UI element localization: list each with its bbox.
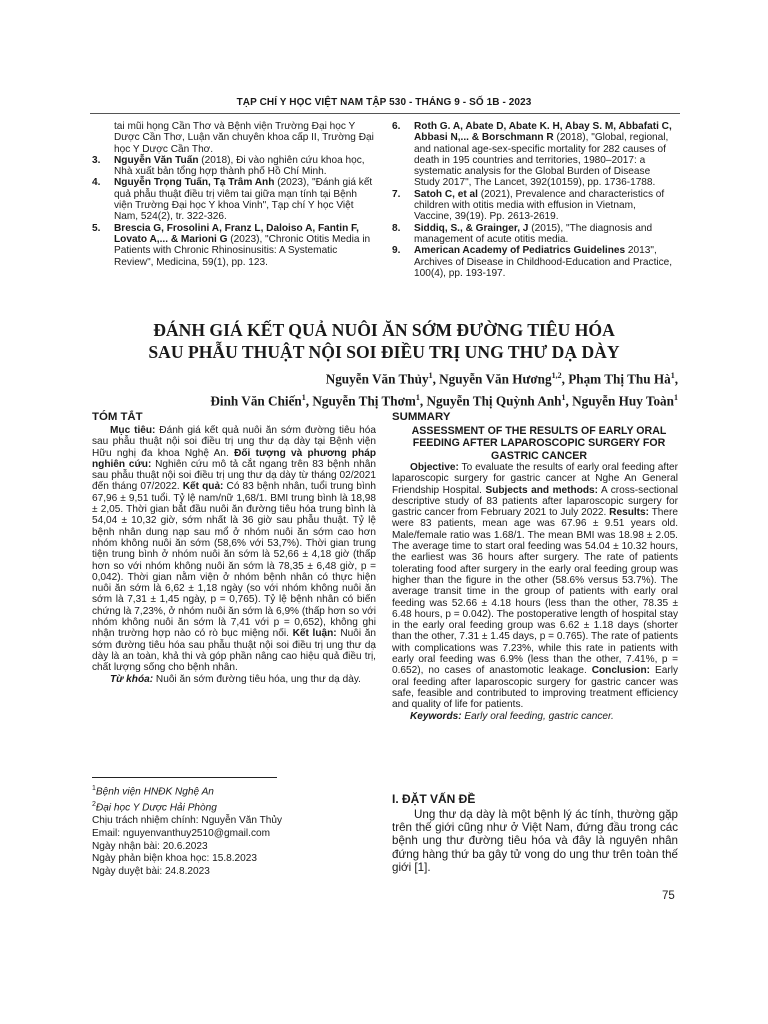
summary-paragraph (392, 462, 678, 711)
affiliation-text: Bệnh viện HNĐK Nghệ An (95, 786, 214, 798)
author-name: Nguyễn Thị Quỳnh Anh (426, 393, 562, 409)
intro-body (392, 808, 678, 874)
reference-item (92, 155, 376, 178)
author-affiliation: 1 (301, 393, 306, 403)
header-rule (90, 113, 680, 114)
reference-text: (2023), "Đánh giá kết quả phẫu thuật điều trị viêm tai giữa mạn tính tại Bệnh viện Trường Đại học Y khoa Vinh", Tạp chí Y học Việt Nam, 524(2), tr. 322-326. (114, 177, 373, 223)
footnote-rule (92, 777, 277, 778)
reference-authors: Nguyễn Văn Tuấn (114, 154, 199, 166)
reference-item (92, 223, 376, 268)
methods-label: Subjects and methods: (485, 484, 598, 496)
reference-number: 9. (392, 245, 401, 257)
affiliation-marker: 2 (92, 801, 96, 809)
author-affiliation: 1 (428, 371, 433, 380)
reference-authors: Roth G. A, Abate D, Abate K. H, Abay S. M, Abbafati C, Abbasi N,... & Borschmann R (414, 121, 672, 144)
affiliation-text: Đại học Y Dược Hải Phòng (95, 802, 217, 814)
journal-header: TẠP CHÍ Y HỌC VIỆT NAM TẬP 530 - THÁNG 9 - SỐ 1B - 2023 (236, 97, 532, 108)
reference-text: (2018), Đi vào nghiên cứu khoa học, Nhà xuất bản tổng hợp thành phố Hồ Chí Minh. (114, 154, 365, 178)
author-separator: , (561, 371, 569, 387)
keywords-paragraph (92, 674, 376, 685)
objective-label: Objective: (410, 462, 459, 473)
intro-heading: I. ĐẶT VẤN ĐỀ (392, 792, 476, 806)
reference-item (392, 223, 676, 246)
author-separator: , (305, 393, 313, 409)
article-title (0, 319, 768, 363)
author-line-2 (90, 388, 678, 410)
keywords-label: Keywords: (410, 710, 462, 722)
reference-authors: Nguyễn Trọng Tuấn, Tạ Trâm Anh (114, 177, 275, 189)
author-name: Nguyễn Huy Toàn (572, 393, 674, 409)
conclusion-text: Nuôi ăn sớm đường tiêu hóa sau phẫu thuật nội soi điều trị ung thư dạ dày là an toàn, khả thi và góp phần nâng cao hiệu quả điều trị, chất lượng sống cho bệnh nhân. (92, 628, 376, 674)
reference-text: 2013", Archives of Disease in Childhood-Education and Practice, 100(4), pp. 193-197. (414, 245, 673, 279)
reference-number: 7. (392, 188, 401, 200)
references-left (92, 121, 376, 268)
references-right (392, 121, 676, 279)
author-list (90, 366, 678, 411)
affiliation-2 (92, 799, 377, 815)
results-label: Kết quả: (182, 481, 224, 493)
title-line-2: SAU PHẪU THUẬT NỘI SOI ĐIỀU TRỊ UNG THƯ DẠ DÀY (148, 342, 620, 362)
objective-text: Đánh giá kết quả nuôi ăn sớm đường tiêu hóa sau phẫu thuật nội soi điều trị ung thư dạ dày tại Bệnh viện Hữu nghị đa khoa Nghệ An. (92, 425, 376, 459)
author-name: Nguyễn Văn Thủy (325, 371, 429, 387)
conclusion-label: Kết luận: (292, 628, 337, 640)
author-name: Phạm Thị Thu Hà (568, 371, 671, 387)
summary-heading: SUMMARY (392, 411, 451, 423)
reference-authors: Siddiq, S., & Grainger, J (414, 222, 529, 234)
reference-text: (2023), "Chronic Otitis Media in Patients with Chronic Rhinosinusitis: A Systematic Review", Medicina, 59(1), pp. 123. (114, 233, 371, 268)
author-affiliation: 1 (674, 393, 678, 403)
author-separator: , (565, 393, 573, 409)
page-number: 75 (662, 890, 675, 902)
tomtat-body (92, 425, 376, 685)
reference-authors: American Academy of Pediatrics Guidelines (414, 245, 626, 257)
reference-number: 8. (392, 222, 401, 234)
keywords-paragraph (392, 711, 678, 722)
reference-text: tai mũi họng Cần Thơ và Bệnh viện Trường Đại học Y Dược Cần Thơ, Luận văn chuyên khoa cấp II, Trường Đại học Y Dược Cần Thơ. (114, 121, 374, 155)
title-line-1: ĐÁNH GIÁ KẾT QUẢ NUÔI ĂN SỚM ĐƯỜNG TIÊU HÓA (153, 320, 615, 340)
author-line-1 (90, 366, 678, 388)
results-label: Results: (609, 507, 649, 519)
author-email: Email: nguyenvanthuy2510@gmail.com (92, 827, 271, 839)
author-name: Đinh Văn Chiến (210, 393, 302, 409)
footnotes (92, 783, 377, 879)
conclusion-text: Early oral feeding after laparoscopic surgery for gastric cancer was safe, feasible and contributed to improving treatment efficiency and quality of life for patients. (392, 665, 678, 711)
keywords-text: Nuôi ăn sớm đường tiêu hóa, ung thư dạ dày. (153, 673, 361, 685)
date-reviewed: Ngày phản biện khoa học: 15.8.2023 (92, 853, 257, 865)
keywords-label: Từ khóa: (110, 673, 154, 685)
summary-title: ASSESSMENT OF THE RESULTS OF EARLY ORAL FEEDING AFTER LAPAROSCOPIC SURGERY FOR GASTRIC CANCER (411, 425, 667, 462)
author-separator: , (419, 393, 427, 409)
reference-item (392, 189, 676, 223)
methods-label: Đối tượng và phương pháp nghiên cứu: (92, 447, 376, 470)
reference-item (392, 121, 676, 189)
reference-number: 3. (92, 154, 101, 166)
reference-text: (2018), "Global, regional, and national age-sex-specific mortality for 282 causes of death in 195 countries and territories, 1980–2017: a systematic analysis for the Global Burden of Disease Study 2017", The Lancet, 392(10159), pp. 1736-1788. (414, 132, 669, 189)
results-text: There were 83 patients, mean age was 67.96 ± 9.51 years old. Male/female ratio was 1.68/1. The mean BMI was 18.98 ± 2.05. The average time to start oral feeding was 54.04 ± 10.32 hours, the earliest was 36 hours after surgery. The rate of patients tolerating food after surgery in the early oral feeding group was higher than the figure in the other (58.6% versus 53.7%). The average transit time in the group of patients with early oral feeding was 52.66 ± 4.18 hours (less than the other, 78.35 ± 6.48 hours, p = 0.042). The postoperative length of hospital stay in the early oral feeding group was 6.62 ± 1.18 days (shorter than the other, 7.31 ± 1.45 days, p = 0.765). The rate of patients with complications was 7.23%, while this rate in patients with early oral feeding was 6.9% (less than the other, 7.41%, p = 0.652), no cases of anastomotic leakage. (392, 507, 678, 677)
reference-number: 5. (92, 222, 101, 234)
author-affiliation: 1 (670, 371, 675, 380)
author-separator: , (674, 371, 678, 387)
reference-number: 4. (92, 177, 101, 189)
methods-text: Nghiên cứu mô tả cắt ngang trên 83 bệnh nhân sau phẫu thuật nội soi điều trị ung thư dạ dày từ tháng 02/2021 đến tháng 07/2022. (92, 458, 376, 493)
corresponding-author: Chịu trách nhiệm chính: Nguyễn Văn Thủy (92, 815, 283, 827)
affiliation-1 (92, 783, 377, 799)
objective-label: Mục tiêu: (110, 425, 156, 436)
affiliation-marker: 1 (92, 785, 96, 792)
author-name: Nguyễn Thị Thơm (312, 393, 416, 409)
reference-item (92, 121, 376, 155)
methods-text: A cross-sectional descriptive study of 83 patients after laparoscopic surgery for gastric cancer from February 2021 to July 2022. (392, 484, 679, 519)
conclusion-label: Conclusion: (591, 665, 651, 677)
results-text: Có 83 bệnh nhân, tuổi trung bình 67,96 ± 9,51 tuổi. Tỷ lệ nam/nữ 1,68/1. BMI trung bình là 18,98 ± 2,05. Thời gian bắt đầu nuôi ăn đường tiêu hóa trung bình là 54,04 ± 10,32 giờ, sớm nhất là 36 giờ sau phẫu thuật. Tỷ lệ bệnh nhân dung nạp sau mổ ở nhóm nuôi ăn sớm cao hơn nhóm không nuôi ăn sớm (58,6% với 53,7%). Thời gian trung tiện trung bình ở nhóm nuôi ăn sớm là 52,66 ± 4,18 giờ (thấp hơn so với nhóm không nuôi ăn sớm là 78,35 ± 6,48 giờ, p = 0,042). Thời gian nằm viện ở nhóm bệnh nhân có thực hiện nuôi ăn sớm là 6,62 ± 1,18 ngày (so với nhóm không nuôi ăn sớm là 7,31 ± 1,45 ngày, p = 0,765). Tỷ lệ bệnh nhân có biến chứng là 7,23%, ở nhóm nuôi ăn sớm là 6,9% (thấp hơn so với nhóm không nuôi ăn sớm là 7,41 với p = 0,652), không ghi nhận trường hợp nào có rò bục miệng nối. (92, 481, 376, 640)
keywords-text: Early oral feeding, gastric cancer. (461, 710, 614, 722)
objective-text: To evaluate the results of early oral feeding after laparoscopic surgery for gastric cancer at Nghe An General Friendship Hospital. (392, 462, 678, 496)
reference-text: (2015), "The diagnosis and management of acute otitis media. (414, 222, 653, 245)
tomtat-paragraph (92, 425, 376, 674)
date-received: Ngày nhận bài: 20.6.2023 (92, 840, 208, 852)
intro-paragraph: Ung thư dạ dày là một bệnh lý ác tính, thường gặp trên thế giới cũng như ở Việt Nam, đứng đầu trong các bệnh ung thư đường tiêu hóa và đây là nguyên nhân đứng hàng thứ ba gây tử vong do ung thư trên toàn thế giới [1]. (392, 808, 678, 874)
reference-number: 6. (392, 121, 401, 132)
reference-authors: Satoh C, et al (414, 188, 478, 200)
author-name: Nguyễn Văn Hương (439, 371, 552, 387)
author-affiliation: 1 (561, 393, 566, 403)
reference-authors: Brescia G, Frosolini A, Franz L, Daloiso A, Fantin F, Lovato A,... & Marioni G (114, 222, 359, 245)
date-accepted: Ngày duyệt bài: 24.8.2023 (92, 865, 210, 877)
author-affiliation: 1 (415, 393, 420, 403)
tomtat-heading: TÓM TẮT (92, 411, 143, 423)
author-separator: , (432, 371, 440, 387)
summary-body (392, 462, 678, 722)
reference-item (392, 245, 676, 279)
author-affiliation: 1,2 (551, 371, 562, 380)
reference-text: (2021), Prevalence and characteristics of children with otitis media with effusion in Vietnam, Vaccine, 39(19). Pp. 2613-2619. (414, 188, 665, 223)
reference-item (92, 177, 376, 222)
